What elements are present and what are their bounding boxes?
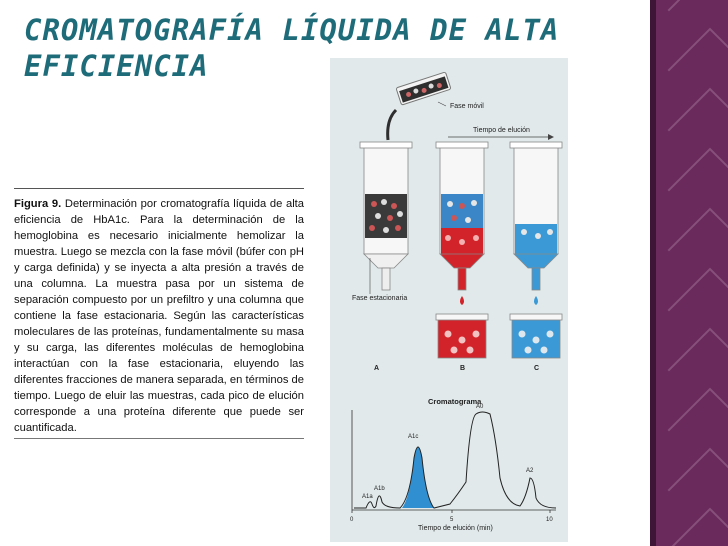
caption-label: Figura 9. — [14, 198, 62, 210]
column-a — [360, 142, 412, 290]
stationary-phase-label: Fase estacionaria — [352, 295, 408, 302]
x-tick-5: 5 — [450, 517, 454, 523]
mobile-phase-label: Fase móvil — [450, 103, 484, 110]
peak-label-a1c: A1c — [408, 434, 419, 440]
column-c — [510, 142, 562, 305]
column-b — [436, 142, 488, 305]
peak-label-a0: A0 — [476, 404, 484, 410]
chromatogram-trace — [354, 412, 556, 508]
decorative-side-panel — [650, 0, 728, 546]
slide-title: CROMATOGRAFÍA LÍQUIDA DE ALTA EFICIENCIA — [24, 13, 560, 83]
x-axis-label: Tiempo de elución (min) — [418, 525, 493, 532]
hplc-figure — [330, 58, 568, 542]
elution-arrow-head — [548, 134, 554, 140]
elution-time-label: Tiempo de elución — [473, 127, 530, 134]
cup-b — [436, 314, 488, 358]
pour-stream — [388, 110, 396, 140]
mobile-phase-pointer — [438, 102, 446, 106]
panel-letter-a: A — [374, 365, 380, 372]
pouring-beaker — [396, 72, 451, 105]
chromatogram-title: Cromatograma — [428, 397, 482, 406]
x-tick-10: 10 — [546, 517, 553, 523]
panel-letter-c: C — [534, 365, 540, 372]
caption-top-rule — [14, 188, 304, 189]
cup-c — [510, 314, 562, 358]
panel-letter-b: B — [460, 365, 466, 372]
caption-bottom-rule — [14, 438, 304, 439]
peak-label-a1a: A1a — [362, 494, 373, 500]
peak-label-a2: A2 — [526, 468, 534, 474]
hplc-illustration — [330, 58, 568, 542]
chromatogram — [350, 404, 556, 532]
caption-text: Determinación por cromatografía líquida de alta eficiencia de HbA1c. Para la determinación de la hemoglobina es necesario inicialmente hemolizar la muestra. Luego se mezcla con la fase móvil (búfer con pH y carga definida) y se inyecta a alta presión a través de una columna. La muestra pasa por un sistema de separación compuesto por un prefiltro y una columna que contiene la fase estacionaria. Según las características moleculares de las proteínas, fundamentalmente su masa y su carga, las diferentes moléculas de hemoglobina interactúan con la fase estacionaria, eluyendo las diferentes fracciones de manera separada, en términos de tiempo. Luego de eluir las muestras, cada pico de elución corresponde a una proteína diferente que puede ser cuantificada. — [14, 198, 305, 434]
figure-caption — [14, 196, 304, 436]
peak-label-a1b: A1b — [374, 486, 385, 492]
x-tick-0: 0 — [350, 517, 354, 523]
side-panel-edge — [650, 0, 656, 546]
